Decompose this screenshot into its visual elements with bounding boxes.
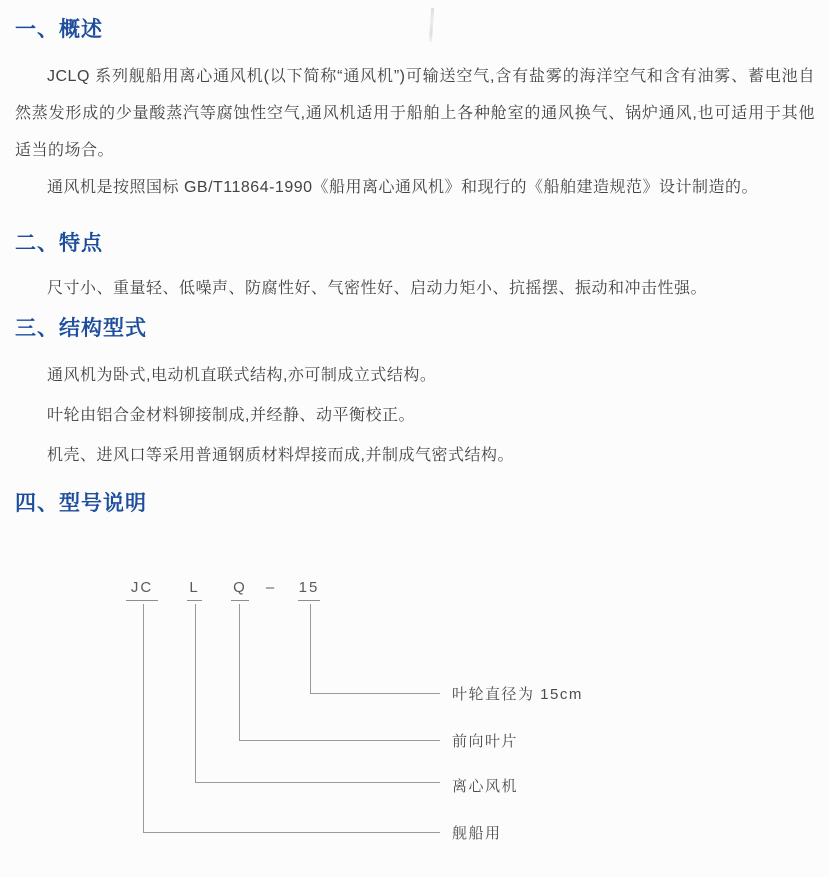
model-code-part-15: 15 [298, 578, 320, 601]
callout-hline-15 [310, 693, 440, 694]
callout-vline-15 [310, 604, 311, 693]
callout-label-forward-blade: 前向叶片 [452, 733, 519, 750]
model-code-part-l: L [187, 578, 202, 601]
features-paragraph: 尺寸小、重量轻、低噪声、防腐性好、气密性好、启动力矩小、抗摇摆、振动和冲击性强。 [47, 280, 708, 297]
model-code-part-jc: JC [126, 578, 158, 601]
callout-label-impeller-diameter: 叶轮直径为 15cm [452, 686, 583, 703]
structure-paragraph-1: 通风机为卧式,电动机直联式结构,亦可制成立式结构。 [47, 367, 437, 384]
overview-paragraph-2: 通风机是按照国标 GB/T11864-1990《船用离心通风机》和现行的《船舶建造规范》设计制造的。 [47, 179, 759, 196]
model-code-part-q: Q [231, 578, 249, 601]
callout-hline-q [239, 740, 440, 741]
model-number-diagram [0, 518, 830, 877]
overview-paragraph-1: JCLQ 系列舰船用离心通风机(以下简称“通风机”)可输送空气,含有盐雾的海洋空气和含有油雾、蓄电池自然蒸发形成的少量酸蒸汽等腐蚀性空气,通风机适用于船舶上各种舱室的通风换气、锅炉通风,也可适用于其他适当的场合。 [15, 68, 815, 159]
structure-paragraph-3: 机壳、进风口等采用普通钢质材料焊接而成,并制成气密式结构。 [47, 447, 514, 464]
model-code-dash: – [265, 579, 277, 596]
section-heading-model: 四、型号说明 [15, 492, 147, 515]
callout-label-naval-use: 舰船用 [452, 825, 502, 842]
callout-label-centrifugal-fan: 离心风机 [452, 778, 519, 795]
callout-hline-jc [143, 832, 440, 833]
callout-hline-l [195, 782, 440, 783]
callout-vline-jc [143, 604, 144, 832]
callout-vline-q [239, 604, 240, 740]
section-heading-overview: 一、概述 [15, 18, 103, 41]
section-heading-features: 二、特点 [15, 232, 103, 255]
callout-vline-l [195, 604, 196, 782]
section-heading-structure: 三、结构型式 [15, 317, 147, 340]
structure-paragraph-2: 叶轮由铝合金材料铆接制成,并经静、动平衡校正。 [47, 407, 415, 424]
